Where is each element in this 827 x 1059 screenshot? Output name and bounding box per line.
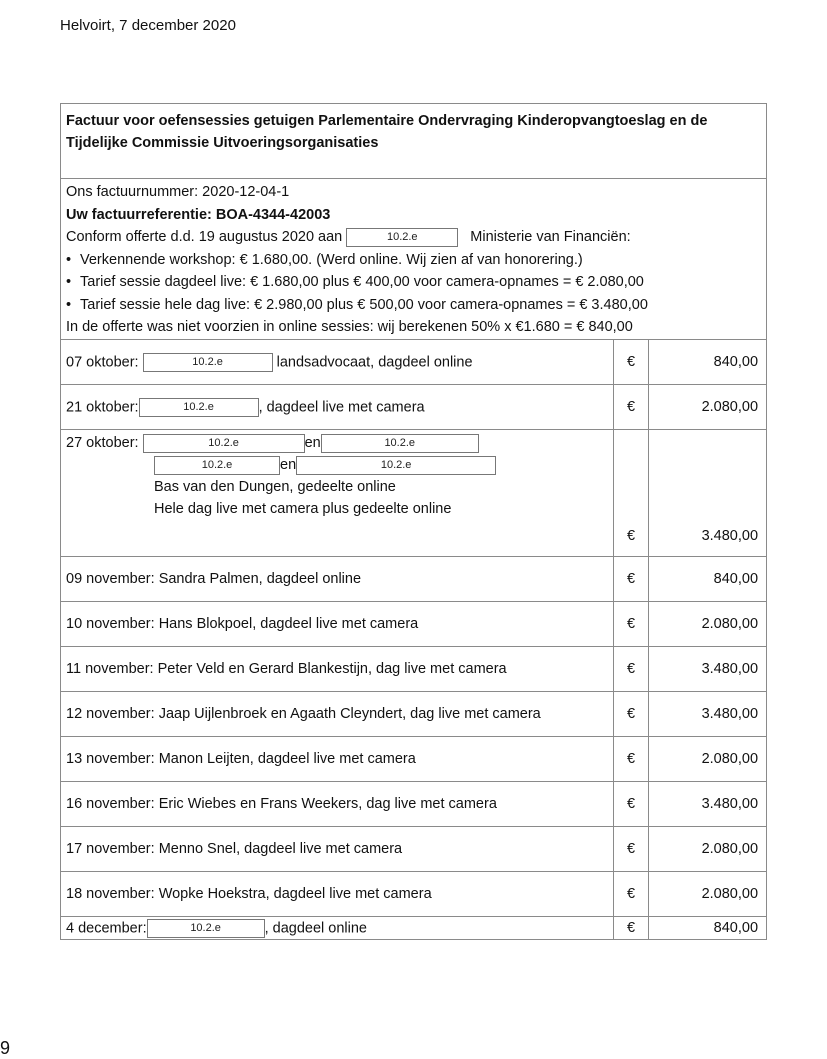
currency-symbol: €	[614, 737, 649, 782]
offer-redaction: 10.2.e	[346, 228, 458, 247]
table-row	[61, 872, 767, 917]
row-amount: 2.080,00	[649, 602, 767, 647]
redaction-box: 10.2.e	[296, 456, 496, 475]
row-description	[61, 340, 614, 385]
row-date: 07 oktober:	[66, 353, 139, 370]
table-row	[61, 782, 767, 827]
offer-suffix: Ministerie van Financiën:	[470, 229, 631, 245]
row-amount: 3.480,00	[649, 647, 767, 692]
row-amount: 840,00	[649, 557, 767, 602]
row-line	[66, 432, 608, 454]
row-description: 17 november: Menno Snel, dagdeel live met camera	[61, 827, 614, 872]
currency-symbol: €	[614, 692, 649, 737]
currency-symbol: €	[614, 872, 649, 917]
row-description	[61, 917, 614, 940]
bullet-item	[66, 294, 761, 317]
table-row	[61, 917, 767, 940]
row-joiner: en	[280, 457, 297, 473]
row-amount: 840,00	[649, 917, 767, 940]
bullet-text: Tarief sessie dagdeel live: € 1.680,00 plus € 400,00 voor camera-opnames = € 2.080,00	[80, 274, 644, 290]
row-line: Bas van den Dungen, gedeelte online	[154, 479, 396, 495]
row-date: 4 december:	[66, 919, 147, 936]
invoice-info	[61, 179, 767, 340]
row-text: landsadvocaat, dagdeel online	[276, 353, 473, 370]
redaction-box: 10.2.e	[154, 456, 280, 475]
row-description: 11 november: Peter Veld en Gerard Blankestijn, dag live met camera	[61, 647, 614, 692]
row-description: 09 november: Sandra Palmen, dagdeel online	[61, 557, 614, 602]
invoice-number: Ons factuurnummer: 2020-12-04-1	[66, 184, 290, 200]
info-row	[61, 179, 767, 340]
row-amount: 2.080,00	[649, 737, 767, 782]
invoice-title: Factuur voor oefensessies getuigen Parlementaire Ondervraging Kinderopvangtoeslag en de Tijdelijke Commissie Uitvoeringsorganisaties	[61, 104, 767, 179]
table-row	[61, 602, 767, 647]
row-date: 27 oktober:	[66, 435, 139, 451]
bullet-text: Verkennende workshop: € 1.680,00. (Werd online. Wij zien af van honorering.)	[80, 251, 583, 268]
table-row	[61, 385, 767, 430]
table-row	[61, 692, 767, 737]
currency-symbol: €	[614, 385, 649, 430]
table-row	[61, 647, 767, 692]
table-row	[61, 340, 767, 385]
row-amount: 3.480,00	[649, 430, 767, 557]
row-description	[61, 430, 614, 557]
row-description: 18 november: Wopke Hoekstra, dagdeel live met camera	[61, 872, 614, 917]
bullet-text: Tarief sessie hele dag live: € 2.980,00 plus € 500,00 voor camera-opnames = € 3.480,00	[80, 296, 648, 313]
currency-symbol: €	[614, 782, 649, 827]
redaction-box: 10.2.e	[147, 919, 265, 938]
page-number: 9	[0, 1038, 11, 1058]
currency-symbol: €	[614, 827, 649, 872]
table-row	[61, 737, 767, 782]
place-date: Helvoirt, 7 december 2020	[60, 17, 236, 34]
row-amount: 3.480,00	[649, 782, 767, 827]
row-description: 13 november: Manon Leijten, dagdeel live met camera	[61, 737, 614, 782]
row-amount: 2.080,00	[649, 827, 767, 872]
offer-prefix: Conform offerte d.d. 19 augustus 2020 aan	[66, 229, 343, 245]
currency-symbol: €	[614, 340, 649, 385]
row-joiner: en	[304, 435, 321, 451]
row-amount: 2.080,00	[649, 385, 767, 430]
table-row	[61, 557, 767, 602]
offer-line	[66, 226, 761, 249]
bullet-item	[66, 249, 761, 272]
currency-symbol: €	[614, 647, 649, 692]
table-row	[61, 827, 767, 872]
row-description: 12 november: Jaap Uijlenbroek en Agaath Cleyndert, dag live met camera	[61, 692, 614, 737]
bullet-item	[66, 271, 761, 294]
invoice-reference: Uw factuurreferentie: BOA-4344-42003	[66, 206, 331, 223]
currency-symbol: €	[614, 602, 649, 647]
title-row	[61, 104, 767, 179]
row-description: 10 november: Hans Blokpoel, dagdeel live met camera	[61, 602, 614, 647]
redaction-box: 10.2.e	[139, 398, 259, 417]
redaction-box: 10.2.e	[321, 434, 479, 453]
offer-note: In de offerte was niet voorzien in online sessies: wij berekenen 50% x €1.680 = € 840,00	[66, 319, 633, 335]
row-line	[66, 454, 608, 476]
bullet-icon: •	[66, 296, 72, 313]
row-date: 21 oktober:	[66, 398, 139, 415]
row-text: , dagdeel online	[264, 919, 368, 936]
invoice-table	[60, 103, 767, 940]
row-description: 16 november: Eric Wiebes en Frans Weekers, dag live met camera	[61, 782, 614, 827]
row-line: Hele dag live met camera plus gedeelte online	[154, 501, 452, 517]
row-description	[61, 385, 614, 430]
currency-symbol: €	[614, 430, 649, 557]
table-row	[61, 430, 767, 557]
bullet-icon: •	[66, 251, 72, 268]
redaction-box: 10.2.e	[143, 353, 273, 372]
row-amount: 2.080,00	[649, 872, 767, 917]
redaction-box: 10.2.e	[143, 434, 305, 453]
row-amount: 3.480,00	[649, 692, 767, 737]
currency-symbol: €	[614, 917, 649, 940]
bullet-icon: •	[66, 274, 72, 290]
row-amount: 840,00	[649, 340, 767, 385]
row-text: , dagdeel live met camera	[258, 398, 425, 415]
currency-symbol: €	[614, 557, 649, 602]
